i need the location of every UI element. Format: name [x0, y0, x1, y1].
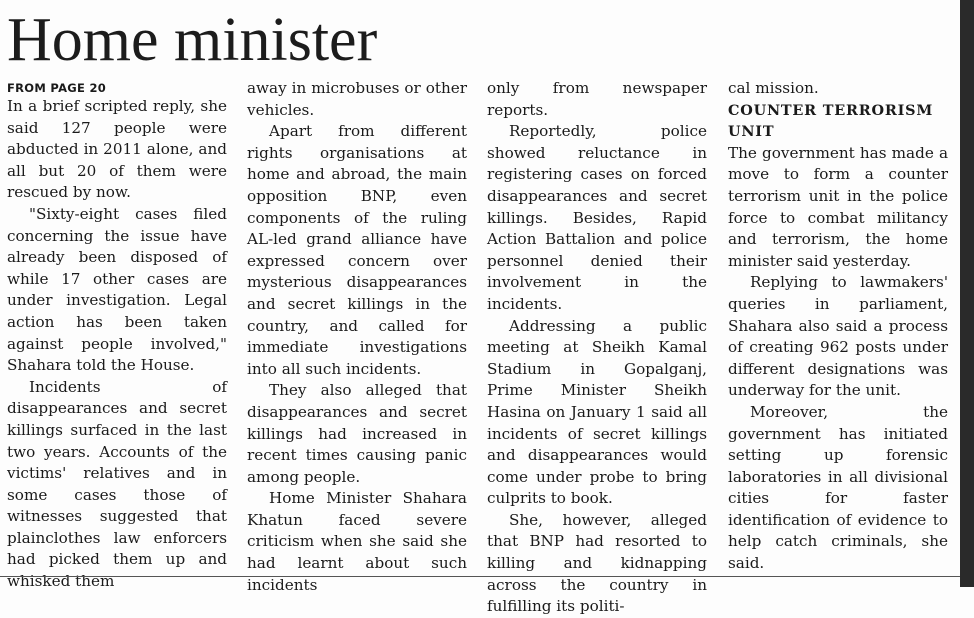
paragraph: Reportedly, police showed reluctance in registering cases on forced disappearances and secret killings. Besides, Rapid Action Battalion and police personnel denied their involvement in the incidents.: [487, 122, 707, 313]
paragraph: Moreover, the government has initiated setting up forensic laboratories in all divisional cities for faster identification of evidence to help catch criminals, she said.: [728, 402, 948, 573]
paragraph: away in microbuses or other vehicles.: [247, 79, 467, 119]
paragraph: Apart from different rights organisations at home and abroad, the main opposition BNP, even components of the ruling AL-led grand alliance have expressed concern over mysterious disappearances and secret killings in the country, and called for immediate investigations into all such incidents.: [247, 122, 467, 378]
paragraph: "Sixty-eight cases filed concerning the issue have already been disposed of while 17 other cases are under investigation. Legal action has been taken against people involved," Shahara told the House.: [7, 204, 227, 375]
paragraph: Replying to lawmakers' queries in parliament, Shahara also said a process of creating 962 posts under different designations was underway for the unit.: [728, 273, 948, 400]
continuation-kicker: FROM PAGE 20: [7, 81, 107, 95]
article-headline: Home minister: [7, 6, 378, 74]
paragraph: She, however, alleged that BNP had resorted to killing and kidnapping across the country in fulfilling its politi-: [487, 510, 707, 616]
paragraph: Home Minister Shahara Khatun faced severe criticism when she said she had learnt about such incidents: [247, 489, 467, 594]
page-edge: [960, 0, 974, 587]
paragraph: In a brief scripted reply, she said 127 people were abducted in 2011 alone, and all but 20 of them were rescued by now.: [7, 97, 227, 202]
article-column-4: [728, 78, 948, 575]
article-column-3: [487, 78, 707, 618]
paragraph: Incidents of disappearances and secret killings surfaced in the last two years. Accounts of the victims' relatives and in some cases those of witnesses suggested that plainclothes law enforcers had picked them up and whisked them: [7, 377, 227, 591]
article-column-1: [7, 78, 227, 593]
bottom-rule: [0, 576, 960, 577]
paragraph: only from newspaper reports.: [487, 79, 707, 119]
section-subhead: COUNTER TERRORISM UNIT: [728, 101, 934, 141]
paragraph: The government has made a move to form a counter terrorism unit in the police force to combat militancy and terrorism, the home minister said yesterday.: [728, 143, 948, 270]
paragraph: They also alleged that disappearances and secret killings had increased in recent times causing panic among people.: [247, 381, 467, 486]
paragraph: Addressing a public meeting at Sheikh Kamal Stadium in Gopalganj, Prime Minister Sheikh Hasina on January 1 said all incidents of secret killings and disappearances would come under probe to bring culprits to book.: [487, 316, 707, 508]
paragraph-continuation: cal mission.: [728, 79, 819, 97]
article-column-2: [247, 78, 467, 596]
